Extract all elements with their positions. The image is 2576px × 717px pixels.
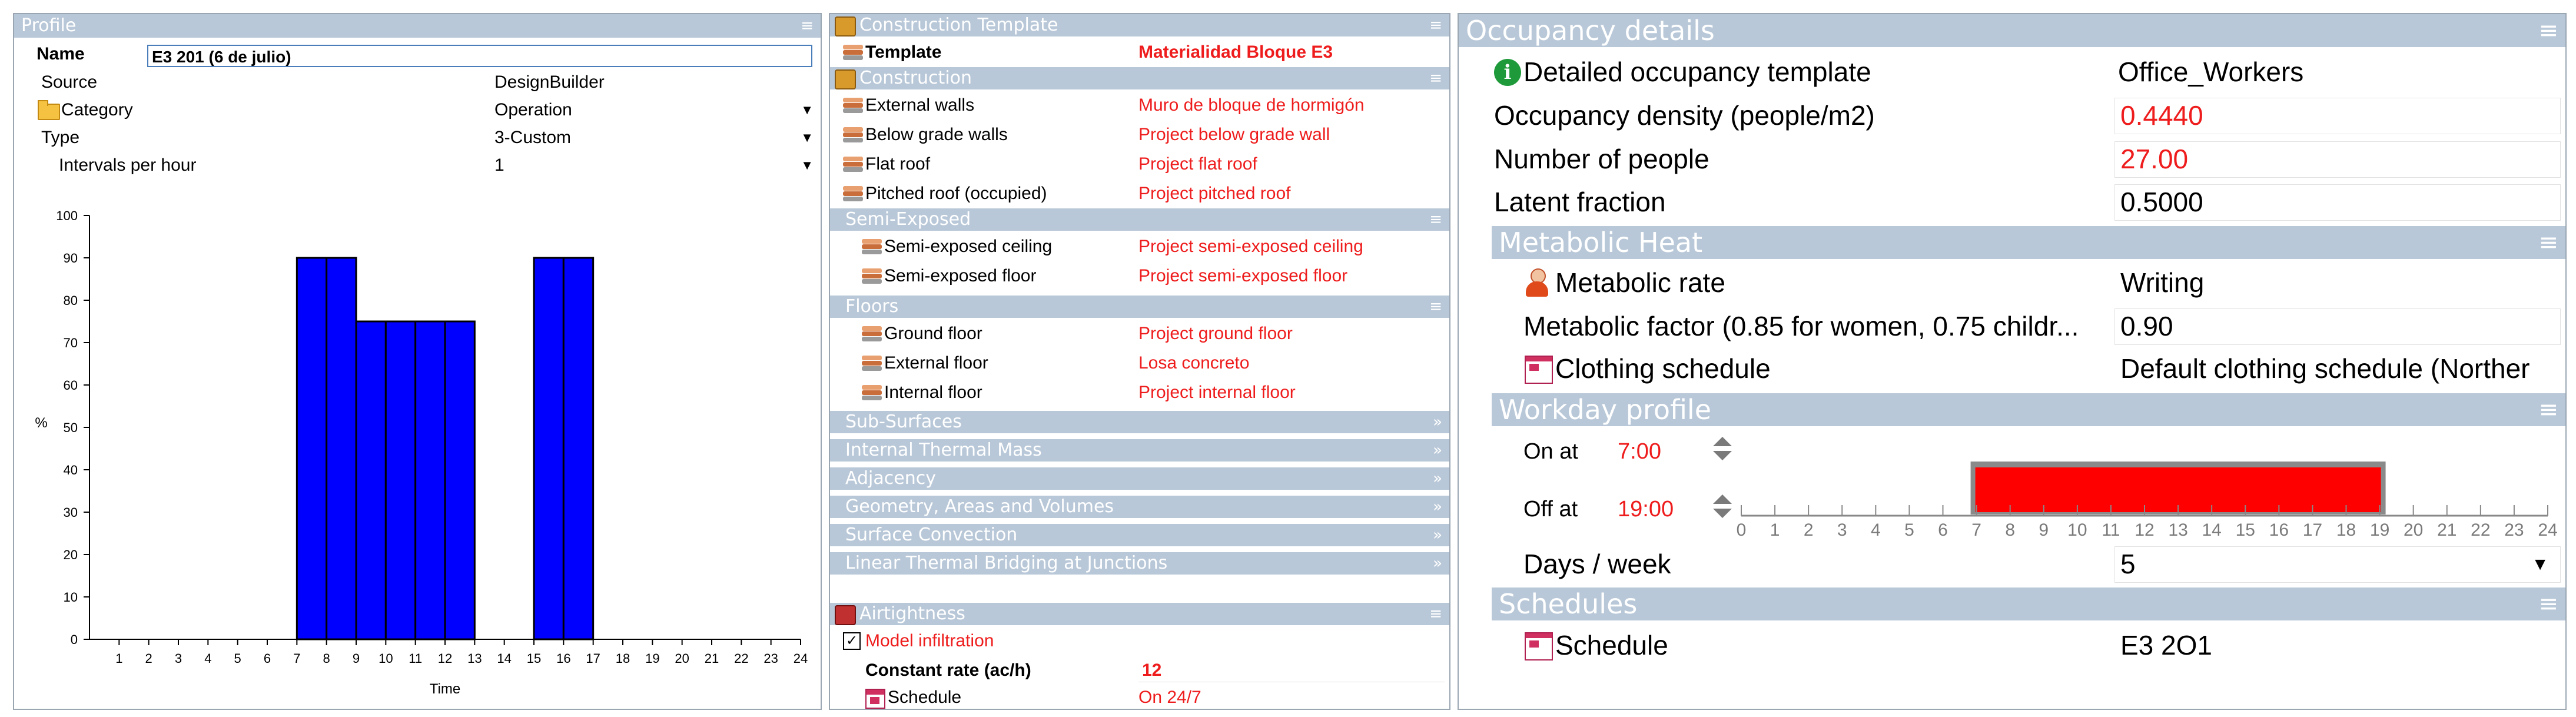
profile-header[interactable] — [14, 14, 821, 38]
construction-item-value[interactable]: Project flat roof — [1138, 154, 1257, 174]
occupancy-template-value[interactable]: Office_Workers — [2118, 57, 2304, 87]
floors-header[interactable] — [830, 296, 1449, 318]
construction-item-row[interactable] — [830, 91, 1449, 120]
latent-value[interactable]: 0.5000 — [2120, 187, 2203, 217]
days-select[interactable]: 5 — [2120, 549, 2136, 579]
construction-item-value[interactable]: Project ground floor — [1138, 324, 1293, 343]
y-tick-label: 100 — [56, 208, 78, 223]
category-select[interactable]: Operation — [494, 100, 572, 120]
ruler-label: 1 — [1770, 520, 1780, 538]
ruler-label: 12 — [2135, 520, 2155, 538]
ruler-label: 8 — [2005, 520, 2016, 538]
x-axis-label: Time — [429, 681, 461, 697]
construction-header[interactable] — [830, 67, 1449, 89]
x-tick-label: 1 — [115, 651, 123, 666]
type-select[interactable]: 3-Custom — [494, 128, 572, 147]
semi-exposed-header[interactable] — [830, 208, 1449, 231]
chart-bar — [563, 258, 593, 639]
construction-panel — [829, 13, 1450, 710]
collapsed-section-label: Sub-Surfaces — [845, 411, 962, 432]
construction-item-label: Ground floor — [884, 324, 982, 343]
ruler-label: 24 — [2538, 520, 2558, 538]
people-row[interactable] — [1459, 138, 2565, 181]
occupancy-template-label: Detailed occupancy template — [1523, 57, 1871, 87]
clothing-label: Clothing schedule — [1555, 353, 1771, 384]
x-tick-label: 9 — [352, 651, 360, 666]
chevron-down-icon[interactable]: ≡ — [1429, 211, 1442, 228]
chevron-down-icon[interactable]: ≡ — [2538, 396, 2558, 423]
chevron-down-icon[interactable]: ≡ — [1429, 69, 1442, 87]
construction-item-value[interactable]: Muro de bloque de hormigón — [1138, 95, 1365, 115]
y-tick-label: 80 — [63, 293, 78, 308]
ruler-label: 16 — [2269, 520, 2289, 538]
ruler-label: 9 — [2039, 520, 2049, 538]
schedules-header-label: Schedules — [1499, 588, 1638, 620]
y-tick-label: 0 — [70, 632, 78, 647]
template-label: Template — [865, 42, 942, 62]
material-icon — [843, 186, 863, 201]
name-label: Name — [36, 44, 85, 64]
model-infiltration-row[interactable] — [830, 626, 1449, 655]
source-value: DesignBuilder — [494, 72, 605, 92]
chevron-down-icon[interactable]: ≡ — [1429, 605, 1442, 623]
collapsed-section-header[interactable] — [830, 552, 1449, 575]
construction-item-row[interactable] — [830, 319, 1449, 348]
material-icon — [862, 326, 882, 341]
profile-panel — [13, 13, 822, 710]
x-tick-label: 8 — [323, 651, 330, 666]
person-icon — [1523, 268, 1551, 298]
x-tick-label: 17 — [586, 651, 600, 666]
ruler-label: 4 — [1870, 520, 1881, 538]
ruler-label: 0 — [1736, 520, 1747, 538]
ruler-label: 13 — [2168, 520, 2188, 538]
model-infiltration-checkbox[interactable]: ✓ — [843, 632, 861, 650]
intervals-label: Intervals per hour — [59, 155, 197, 175]
x-tick-label: 7 — [293, 651, 301, 666]
metabolic-factor-value[interactable]: 0.90 — [2120, 311, 2173, 341]
ruler-label: 14 — [2202, 520, 2222, 538]
y-tick-label: 90 — [63, 251, 78, 265]
construction-item-row[interactable] — [830, 232, 1449, 261]
y-axis-label: % — [35, 415, 48, 431]
occupancy-header[interactable] — [1459, 14, 2565, 47]
latent-label: Latent fraction — [1494, 187, 1666, 217]
x-tick-label: 20 — [675, 651, 689, 666]
chevron-right-icon[interactable]: » — [1433, 470, 1442, 487]
ruler-label: 23 — [2504, 520, 2524, 538]
on-at-label: On at — [1523, 439, 1578, 464]
on-at-spin-up-icon[interactable] — [1713, 437, 1732, 446]
ruler-label: 17 — [2302, 520, 2323, 538]
folder-icon — [38, 104, 60, 120]
x-tick-label: 18 — [615, 651, 630, 666]
construction-item-value[interactable]: Project below grade wall — [1138, 125, 1330, 144]
occupancy-template-row[interactable] — [1459, 51, 2565, 94]
construction-item-row[interactable] — [830, 348, 1449, 377]
collapsed-section-label: Geometry, Areas and Volumes — [845, 496, 1114, 517]
constant-rate-label: Constant rate (ac/h) — [865, 660, 1031, 680]
type-row[interactable] — [14, 124, 821, 151]
y-tick-label: 20 — [63, 547, 78, 562]
collapsed-section-header[interactable] — [830, 411, 1449, 433]
metabolic-factor-field[interactable] — [2114, 308, 2561, 345]
construction-item-row[interactable] — [830, 261, 1449, 290]
dropdown-arrow-icon[interactable]: ▼ — [801, 102, 814, 117]
source-row — [14, 68, 821, 96]
name-input[interactable]: E3 201 (6 de julio) — [147, 45, 812, 67]
people-value[interactable]: 27.00 — [2120, 144, 2189, 174]
occupancy-schedule-label: Schedule — [1555, 630, 1668, 660]
ruler-label: 18 — [2336, 520, 2356, 538]
on-at-value[interactable]: 7:00 — [1618, 439, 1661, 464]
chevron-down-icon[interactable]: ≡ — [2538, 590, 2558, 618]
density-value[interactable]: 0.4440 — [2120, 100, 2203, 131]
chart-bar — [327, 258, 356, 639]
people-label: Number of people — [1494, 144, 1709, 174]
y-tick-label: 50 — [63, 420, 78, 435]
construction-item-label: Flat roof — [865, 154, 931, 174]
chart-bar — [534, 258, 563, 639]
construction-item-label: Below grade walls — [865, 125, 1008, 144]
off-at-value[interactable]: 19:00 — [1618, 497, 1674, 522]
ruler-label: 19 — [2369, 520, 2390, 538]
occupancy-header-label: Occupancy details — [1466, 15, 1715, 47]
ruler-label: 11 — [2102, 520, 2120, 538]
metabolic-header-label: Metabolic Heat — [1499, 227, 1703, 258]
chart-bar — [297, 258, 326, 639]
off-at-label: Off at — [1523, 497, 1578, 522]
metabolic-rate-label: Metabolic rate — [1555, 267, 1725, 298]
ruler-label: 5 — [1904, 520, 1914, 538]
workday-header[interactable] — [1492, 393, 2565, 426]
clothing-schedule-icon — [1525, 356, 1553, 384]
material-icon — [862, 385, 882, 400]
template-icon — [835, 16, 856, 36]
constant-rate-row[interactable] — [830, 656, 1449, 685]
chevron-down-icon[interactable]: ≡ — [801, 17, 814, 35]
construction-item-label: Semi-exposed ceiling — [884, 237, 1053, 256]
category-row[interactable] — [14, 96, 821, 124]
x-tick-label: 12 — [437, 651, 453, 666]
x-tick-label: 22 — [734, 651, 749, 666]
construction-item-row[interactable] — [830, 179, 1449, 208]
construction-item-label: External walls — [865, 95, 975, 115]
construction-item-label: External floor — [884, 353, 988, 373]
occupancy-panel — [1458, 13, 2567, 710]
collapsed-section-header[interactable] — [830, 439, 1449, 462]
density-label: Occupancy density (people/m2) — [1494, 100, 1875, 131]
collapsed-section-label: Internal Thermal Mass — [845, 440, 1042, 460]
template-row[interactable] — [830, 38, 1449, 67]
on-at-spin-down-icon[interactable] — [1713, 451, 1732, 460]
category-label: Category — [61, 100, 133, 120]
x-tick-label: 11 — [409, 651, 423, 666]
construction-icon — [835, 69, 856, 89]
chevron-right-icon[interactable]: » — [1433, 526, 1442, 544]
floors-header-label: Floors — [845, 296, 899, 317]
x-tick-label: 23 — [763, 651, 778, 666]
construction-template-header[interactable] — [830, 14, 1449, 36]
template-value[interactable]: Materialidad Bloque E3 — [1138, 42, 1333, 62]
x-tick-label: 13 — [467, 651, 482, 666]
schedule-label: Schedule — [888, 688, 962, 707]
ruler-label: 3 — [1837, 520, 1847, 538]
metabolic-factor-row[interactable] — [1459, 305, 2565, 348]
collapsed-section-label: Surface Convection — [845, 525, 1018, 545]
metabolic-header[interactable] — [1492, 226, 2565, 259]
chevron-down-icon[interactable]: ≡ — [1429, 298, 1442, 316]
construction-template-header-label: Construction Template — [859, 15, 1058, 35]
chart-bar — [445, 321, 474, 639]
construction-item-value[interactable]: Project semi-exposed floor — [1138, 266, 1348, 286]
workday-ruler[interactable] — [1735, 462, 2560, 538]
dropdown-arrow-icon[interactable]: ▼ — [801, 130, 814, 145]
info-icon: i — [1494, 59, 1521, 86]
collapsed-section-label: Linear Thermal Bridging at Junctions — [845, 553, 1168, 573]
ruler-label: 20 — [2403, 520, 2424, 538]
model-infiltration-label: Model infiltration — [865, 631, 994, 650]
chevron-down-icon[interactable]: ≡ — [2538, 17, 2558, 44]
construction-header-label: Construction — [859, 68, 972, 88]
profile-header-label: Profile — [21, 15, 77, 36]
material-icon — [862, 268, 882, 284]
x-tick-label: 15 — [526, 651, 542, 666]
chart-bar — [416, 321, 445, 639]
collapsed-section-header[interactable] — [830, 524, 1449, 546]
x-tick-label: 16 — [556, 651, 571, 666]
x-tick-label: 3 — [174, 651, 182, 666]
chart-bar — [386, 321, 415, 639]
schedules-header[interactable] — [1492, 587, 2565, 620]
construction-item-value[interactable]: Project internal floor — [1138, 383, 1296, 402]
material-icon — [843, 157, 863, 172]
x-tick-label: 4 — [204, 651, 212, 666]
source-label: Source — [41, 72, 98, 92]
collapsed-section-label: Adjacency — [845, 468, 936, 489]
material-icon — [862, 239, 882, 254]
ruler-label: 2 — [1803, 520, 1814, 538]
material-icon — [843, 127, 863, 142]
x-tick-label: 2 — [145, 651, 152, 666]
chevron-down-icon[interactable]: ≡ — [1429, 16, 1442, 34]
y-tick-label: 10 — [63, 590, 78, 605]
y-tick-label: 30 — [63, 505, 78, 520]
x-tick-label: 14 — [497, 651, 512, 666]
intervals-row[interactable] — [14, 151, 821, 179]
airtightness-header-label: Airtightness — [859, 603, 965, 624]
schedule-value[interactable]: On 24/7 — [1138, 688, 1201, 707]
construction-item-label: Semi-exposed floor — [884, 266, 1037, 286]
x-tick-label: 24 — [793, 651, 808, 666]
template-material-icon — [843, 45, 863, 60]
days-row[interactable] — [1459, 543, 2565, 586]
intervals-select[interactable]: 1 — [494, 155, 504, 175]
metabolic-rate-row[interactable] — [1459, 261, 2565, 304]
construction-item-row[interactable] — [830, 150, 1449, 178]
airtightness-header[interactable] — [830, 603, 1449, 625]
clothing-value[interactable]: Default clothing schedule (Norther — [2120, 353, 2530, 384]
x-tick-label: 5 — [234, 651, 241, 666]
dropdown-arrow-icon[interactable]: ▼ — [2531, 555, 2549, 574]
x-tick-label: 19 — [645, 651, 660, 666]
dropdown-arrow-icon[interactable]: ▼ — [801, 158, 814, 172]
workday-header-label: Workday profile — [1499, 394, 1712, 426]
ruler-label: 15 — [2235, 520, 2255, 538]
off-at-spin-up-icon[interactable] — [1713, 494, 1732, 504]
clothing-row[interactable] — [1459, 347, 2565, 390]
chevron-down-icon[interactable]: ≡ — [2538, 229, 2558, 256]
y-tick-label: 60 — [63, 378, 78, 393]
construction-item-row[interactable] — [830, 378, 1449, 407]
y-tick-label: 40 — [63, 463, 78, 477]
construction-item-row[interactable] — [830, 120, 1449, 149]
metabolic-factor-label: Metabolic factor (0.85 for women, 0.75 childr... — [1523, 311, 2079, 341]
occupancy-schedule-icon — [1525, 632, 1553, 660]
ruler-label: 10 — [2067, 520, 2087, 538]
metabolic-rate-value[interactable]: Writing — [2120, 267, 2205, 298]
x-tick-label: 6 — [263, 651, 271, 666]
construction-item-value[interactable]: Project pitched roof — [1138, 184, 1291, 203]
y-tick-label: 70 — [63, 336, 78, 350]
material-icon — [862, 356, 882, 371]
days-field[interactable] — [2114, 546, 2561, 583]
profile-chart — [14, 185, 821, 709]
construction-item-label: Internal floor — [884, 383, 982, 402]
schedule-icon — [865, 689, 885, 709]
ruler-label: 22 — [2471, 520, 2491, 538]
chevron-right-icon[interactable]: » — [1433, 498, 1442, 516]
type-label: Type — [41, 128, 80, 147]
chevron-right-icon[interactable]: » — [1433, 555, 1442, 572]
density-row[interactable] — [1459, 94, 2565, 137]
construction-item-value[interactable]: Losa concreto — [1138, 353, 1250, 373]
collapsed-section-header[interactable] — [830, 496, 1449, 518]
chevron-right-icon[interactable]: » — [1433, 442, 1442, 459]
schedule-row[interactable] — [830, 683, 1449, 710]
airtightness-icon — [835, 605, 856, 625]
material-icon — [843, 98, 863, 113]
constant-rate-value[interactable]: 12 — [1142, 660, 1162, 680]
collapsed-section-header[interactable] — [830, 467, 1449, 490]
x-tick-label: 10 — [379, 651, 393, 666]
days-label: Days / week — [1523, 549, 1671, 579]
occupancy-schedule-row[interactable] — [1459, 624, 2565, 667]
ruler-label: 6 — [1938, 520, 1948, 538]
construction-item-value[interactable]: Project semi-exposed ceiling — [1138, 237, 1363, 256]
ruler-label: 7 — [1971, 520, 1981, 538]
constant-rate-input-bg[interactable] — [1138, 658, 1445, 682]
x-tick-label: 21 — [704, 651, 719, 666]
chevron-right-icon[interactable]: » — [1433, 413, 1442, 431]
construction-item-label: Pitched roof (occupied) — [865, 184, 1047, 203]
latent-row[interactable] — [1459, 181, 2565, 224]
semi-exposed-header-label: Semi-Exposed — [845, 209, 971, 230]
occupancy-schedule-value[interactable]: E3 2O1 — [2120, 630, 2212, 660]
chart-bar — [356, 321, 386, 639]
off-at-spin-down-icon[interactable] — [1713, 509, 1732, 518]
ruler-label: 21 — [2437, 520, 2457, 538]
